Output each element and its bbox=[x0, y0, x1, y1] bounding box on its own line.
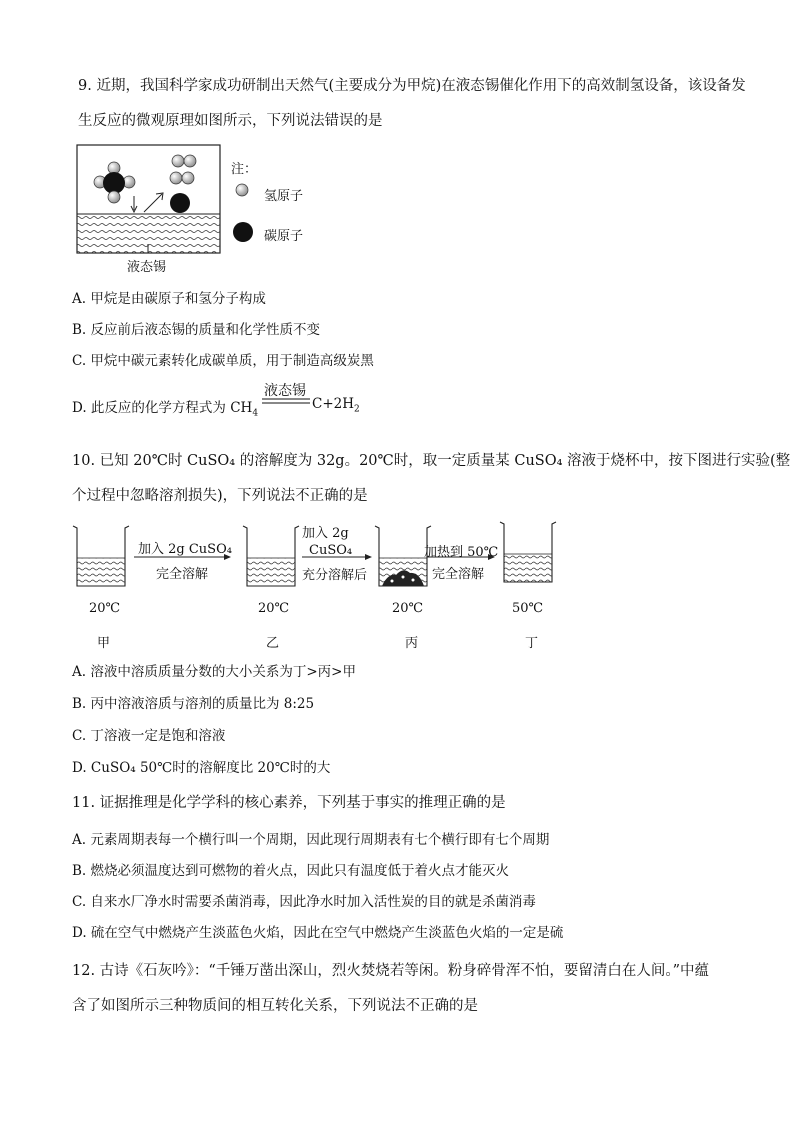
q9-option-c: C. 甲烷中碳元素转化成碳单质，用于制造高级炭黑 bbox=[72, 353, 374, 369]
q9-option-d bbox=[72, 396, 258, 419]
beaker-ding bbox=[500, 522, 556, 582]
temp-yi: 20℃ bbox=[258, 601, 290, 616]
equation-condition: 液态锡 bbox=[264, 383, 306, 399]
q11-stem: 11. 证据推理是化学学科的核心素养，下列基于事实的推理正确的是 bbox=[72, 795, 506, 811]
q10-option-d: D. CuSO₄ 50℃时的溶解度比 20℃时的大 bbox=[72, 760, 331, 776]
q11-option-c: C. 自来水厂净水时需要杀菌消毒，因此净水时加入活性炭的目的就是杀菌消毒 bbox=[72, 894, 536, 910]
name-bing: 丙 bbox=[405, 636, 419, 651]
temp-jia: 20℃ bbox=[89, 601, 121, 616]
q11-option-a: A. 元素周期表每一个横行叫一个周期，因此现行周期表有七个横行即有七个周期 bbox=[72, 832, 550, 848]
legend-carbon-label: 碳原子 bbox=[264, 229, 304, 244]
q9-option-d-prefix: D. 此反应的化学方程式为 CH bbox=[72, 400, 253, 416]
liquid-tin-label: 液态锡 bbox=[127, 260, 167, 275]
equation-equals-sign bbox=[262, 397, 310, 405]
beaker-yi bbox=[243, 526, 299, 586]
step2-top-label-1: 加入 2g bbox=[302, 526, 349, 541]
step2-bottom-label: 充分溶解后 bbox=[302, 568, 368, 583]
step2-top-label-2: CuSO₄ bbox=[309, 543, 353, 558]
q10-option-c: C. 丁溶液一定是饱和溶液 bbox=[72, 728, 226, 744]
q9-stem-line1: 9. 近期，我国科学家成功研制出天然气(主要成分为甲烷)在液态锡催化作用下的高效制氢设备，该设备发 bbox=[78, 78, 746, 94]
carbon-atom-product bbox=[170, 193, 190, 213]
q10-option-b: B. 丙中溶液溶质与溶剂的质量比为 8:25 bbox=[72, 696, 315, 712]
q12-stem-line1: 12. 古诗《石灰吟》：“千锤万凿出深山，烈火焚烧若等闲。粉身碎骨浑不怕，要留清白在人间。”中蕴 bbox=[72, 963, 709, 979]
q11-option-b: B. 燃烧必须温度达到可燃物的着火点，因此只有温度低于着火点才能灭火 bbox=[72, 863, 510, 879]
name-jia: 甲 bbox=[97, 636, 111, 651]
q10-stem-line2: 个过程中忽略溶剂损失)，下列说法不正确的是 bbox=[72, 488, 368, 504]
equation-product-text: C+2H bbox=[312, 396, 355, 412]
carbon-atom-icon bbox=[232, 221, 254, 243]
q9-reaction-diagram bbox=[76, 144, 226, 256]
q12-stem-line2: 含了如图所示三种物质间的相互转化关系，下列说法不正确的是 bbox=[72, 998, 478, 1014]
temp-ding: 50℃ bbox=[512, 601, 544, 616]
step1-top-label: 加入 2g CuSO₄ bbox=[138, 542, 232, 557]
legend-hydrogen-label: 氢原子 bbox=[264, 189, 304, 204]
step3-bottom-label: 完全溶解 bbox=[432, 567, 485, 582]
hydrogen-atom-icon bbox=[234, 182, 250, 198]
step1-bottom-label: 完全溶解 bbox=[156, 567, 209, 582]
equation-product-sub: 2 bbox=[354, 404, 360, 415]
name-yi: 乙 bbox=[266, 636, 280, 651]
q9-option-a: A. 甲烷是由碳原子和氢分子构成 bbox=[72, 291, 266, 307]
q9-stem-line2: 生反应的微观原理如图所示，下列说法错误的是 bbox=[78, 113, 383, 129]
q10-stem-line1: 10. 已知 20℃时 CuSO₄ 的溶解度为 32g。20℃时，取一定质量某 CuSO₄ 溶液于烧杯中，按下图进行实验(整 bbox=[72, 453, 791, 469]
name-ding: 丁 bbox=[525, 636, 539, 651]
q9-option-d-sub: 4 bbox=[252, 408, 259, 419]
equation-product bbox=[312, 396, 360, 415]
beaker-jia bbox=[73, 526, 129, 586]
temp-bing: 20℃ bbox=[392, 601, 424, 616]
q11-option-d: D. 硫在空气中燃烧产生淡蓝色火焰，因此在空气中燃烧产生淡蓝色火焰的一定是硫 bbox=[72, 925, 564, 941]
step3-top-label: 加热到 50℃ bbox=[424, 545, 499, 560]
q9-option-b: B. 反应前后液态锡的质量和化学性质不变 bbox=[72, 322, 321, 338]
legend-note-title: 注： bbox=[231, 162, 258, 177]
q10-option-a: A. 溶液中溶质质量分数的大小关系为丁>丙>甲 bbox=[72, 664, 356, 680]
beaker-bing bbox=[375, 526, 431, 586]
